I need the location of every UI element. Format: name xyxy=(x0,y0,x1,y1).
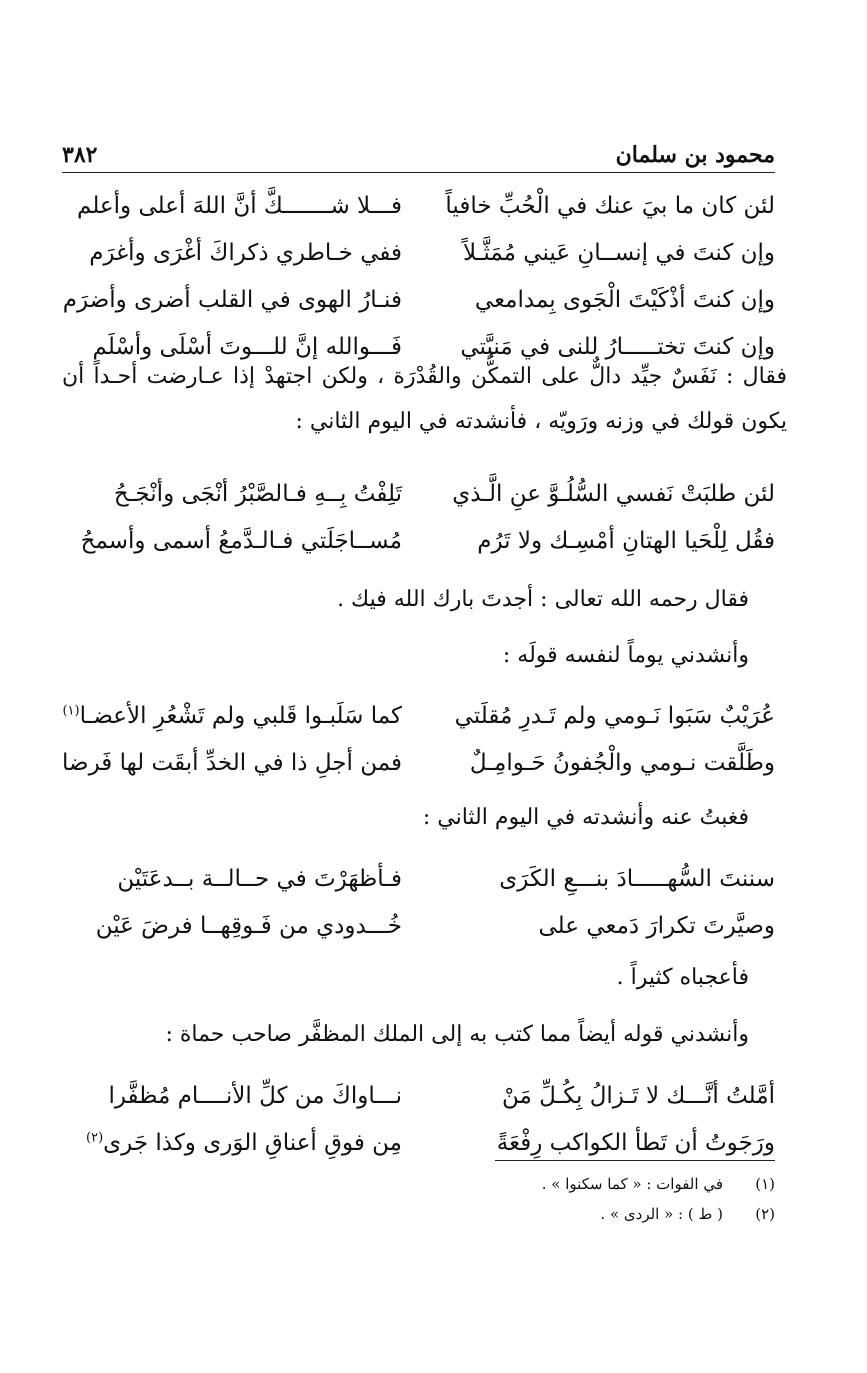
first-hemistich: وطَلَّقت نـومي والْجُفونُ حَـوامِـلٌ xyxy=(469,749,775,776)
second-hemistich: ففي خـاطري ذكراكَ أغْرَى وأغرَم xyxy=(89,239,402,266)
second-hemistich xyxy=(62,1130,402,1156)
second-hemistich: فـأظهَرْتَ في حــالــة بــدعَتَيْن xyxy=(117,865,402,892)
second-hemistich: مُســاجَلَتي فـالـدَّمعُ أسمى وأسمحُ xyxy=(80,527,402,554)
footnote-text: ( ط ) : « الردى » . xyxy=(600,1205,723,1223)
poem-block-1 xyxy=(62,182,775,370)
verse-line xyxy=(62,855,775,902)
first-hemistich: وصيَّرتَ تكرارَ دَمعي على xyxy=(538,912,775,939)
first-hemistich: وإن كنتَ أذْكَيْتَ الْجَوى بِمدامعي xyxy=(474,286,775,313)
footnote-rule xyxy=(495,1160,775,1161)
footnotes xyxy=(90,1160,775,1229)
prose-paragraph: فقال رحمه الله تعالى : أجدتَ بارك الله فيك . xyxy=(337,587,749,612)
prose-paragraph: فغبتُ عنه وأنشدته في اليوم الثاني : xyxy=(422,805,749,830)
hemistich-text: مِن فوقِ أعناقِ الوَرى وكذا جَرى xyxy=(103,1129,402,1156)
verse-line xyxy=(62,229,775,276)
first-hemistich: عُرَيْبٌ سَبَوا نَـومي ولم تَـدرِ مُقلَتي xyxy=(454,702,775,729)
verse-line xyxy=(62,182,775,229)
second-hemistich: فَـــوالله إنَّ للـــوتَ أسْلَى وأسْلَم xyxy=(92,333,402,360)
footnote xyxy=(90,1169,775,1199)
poem-block-4 xyxy=(62,855,775,949)
footnote-number: (١) xyxy=(755,1175,775,1193)
verse-line xyxy=(62,739,775,786)
second-hemistich: خُـــدودي من فَـوقِهــا فرضَ عَيْن xyxy=(95,912,402,939)
prose-paragraph: وأنشدني يوماً لنفسه قولَه : xyxy=(502,643,749,668)
prose-paragraph: فأعجباه كثيراً . xyxy=(616,965,749,990)
verse-line xyxy=(62,470,775,517)
first-hemistich: ورَجَوتُ أن تَطأ الكواكب رِفْعَةً xyxy=(496,1129,775,1156)
first-hemistich: وإن كنتَ تختـــــارُ للنى في مَنيَّتي xyxy=(460,333,775,360)
prose-paragraph: وأنشدني قوله أيضاً مما كتب به إلى الملك المظفَّر صاحب حماة : xyxy=(165,1022,749,1047)
verse-line xyxy=(62,1072,775,1119)
second-hemistich: فنـارُ الهوى في القلب أضرى وأضرَم xyxy=(62,286,402,313)
verse-line xyxy=(62,692,775,739)
footnote-marker: (٢) xyxy=(86,1129,104,1145)
footnote-marker: (١) xyxy=(62,702,80,718)
poem-block-2 xyxy=(62,470,775,564)
first-hemistich: وإن كنتَ في إنســانِ عَيني مُمَثَّـلاً xyxy=(462,239,775,266)
verse-line xyxy=(62,902,775,949)
poem-block-3 xyxy=(62,692,775,786)
running-head: محمود بن سلمان xyxy=(615,142,775,168)
second-hemistich: نـــاواكَ من كلِّ الأنــــام مُظفَّرا xyxy=(108,1082,402,1109)
verse-line xyxy=(62,517,775,564)
verse-line xyxy=(62,276,775,323)
page-header xyxy=(62,130,775,173)
poem-block-5 xyxy=(62,1072,775,1166)
verse-line xyxy=(62,1119,775,1166)
second-hemistich: تَلِفْتُ بِــهِ فـالصَّبْرُ أنْجَى وأنْجَـحُ xyxy=(113,480,402,507)
first-hemistich: أمَّلتُ أنَّـــك لا تَـزالُ بِكُـلِّ مَنْ xyxy=(502,1082,775,1109)
footnote xyxy=(90,1199,775,1229)
second-hemistich: فـــلا شـــــــكَّ أنَّ اللهَ أعلى وأعلم xyxy=(77,192,402,219)
prose-paragraph: فقال : نَفَسٌ جيِّد دالٌّ على التمكُّن والقُدْرَة ، ولكن اجتهدْ إذا عـارضت أحـداً أن يكون قولك في وزنه ورَويّه ، فأنشدته في اليوم الثاني : xyxy=(62,364,787,434)
first-hemistich: سننتَ السُّهـــــادَ بنـــعِ الكَرَى xyxy=(499,865,775,892)
first-hemistich: لئن طلبَتْ نَفسي السُّلُـوَّ عنِ الَّـذي xyxy=(452,480,775,507)
hemistich-text: كما سَلَبـوا قَلبي ولم تَشْعُرِ الأعضـا xyxy=(79,702,402,729)
second-hemistich: فمن أجلِ ذا في الخدِّ أبقَت لها فَرضا xyxy=(62,749,402,776)
footnote-text: في الفوات : « كما سكنوا » . xyxy=(541,1175,723,1193)
second-hemistich xyxy=(62,703,402,729)
first-hemistich: فقُل لِلْحَيا الهتانِ أمْسِـك ولا تَرُم xyxy=(477,527,775,554)
page-number: ٣٨٢ xyxy=(62,142,98,168)
footnote-number: (٢) xyxy=(755,1205,775,1223)
first-hemistich: لئن كان ما بيَ عنك في الْحُبِّ خافياً xyxy=(445,192,775,219)
